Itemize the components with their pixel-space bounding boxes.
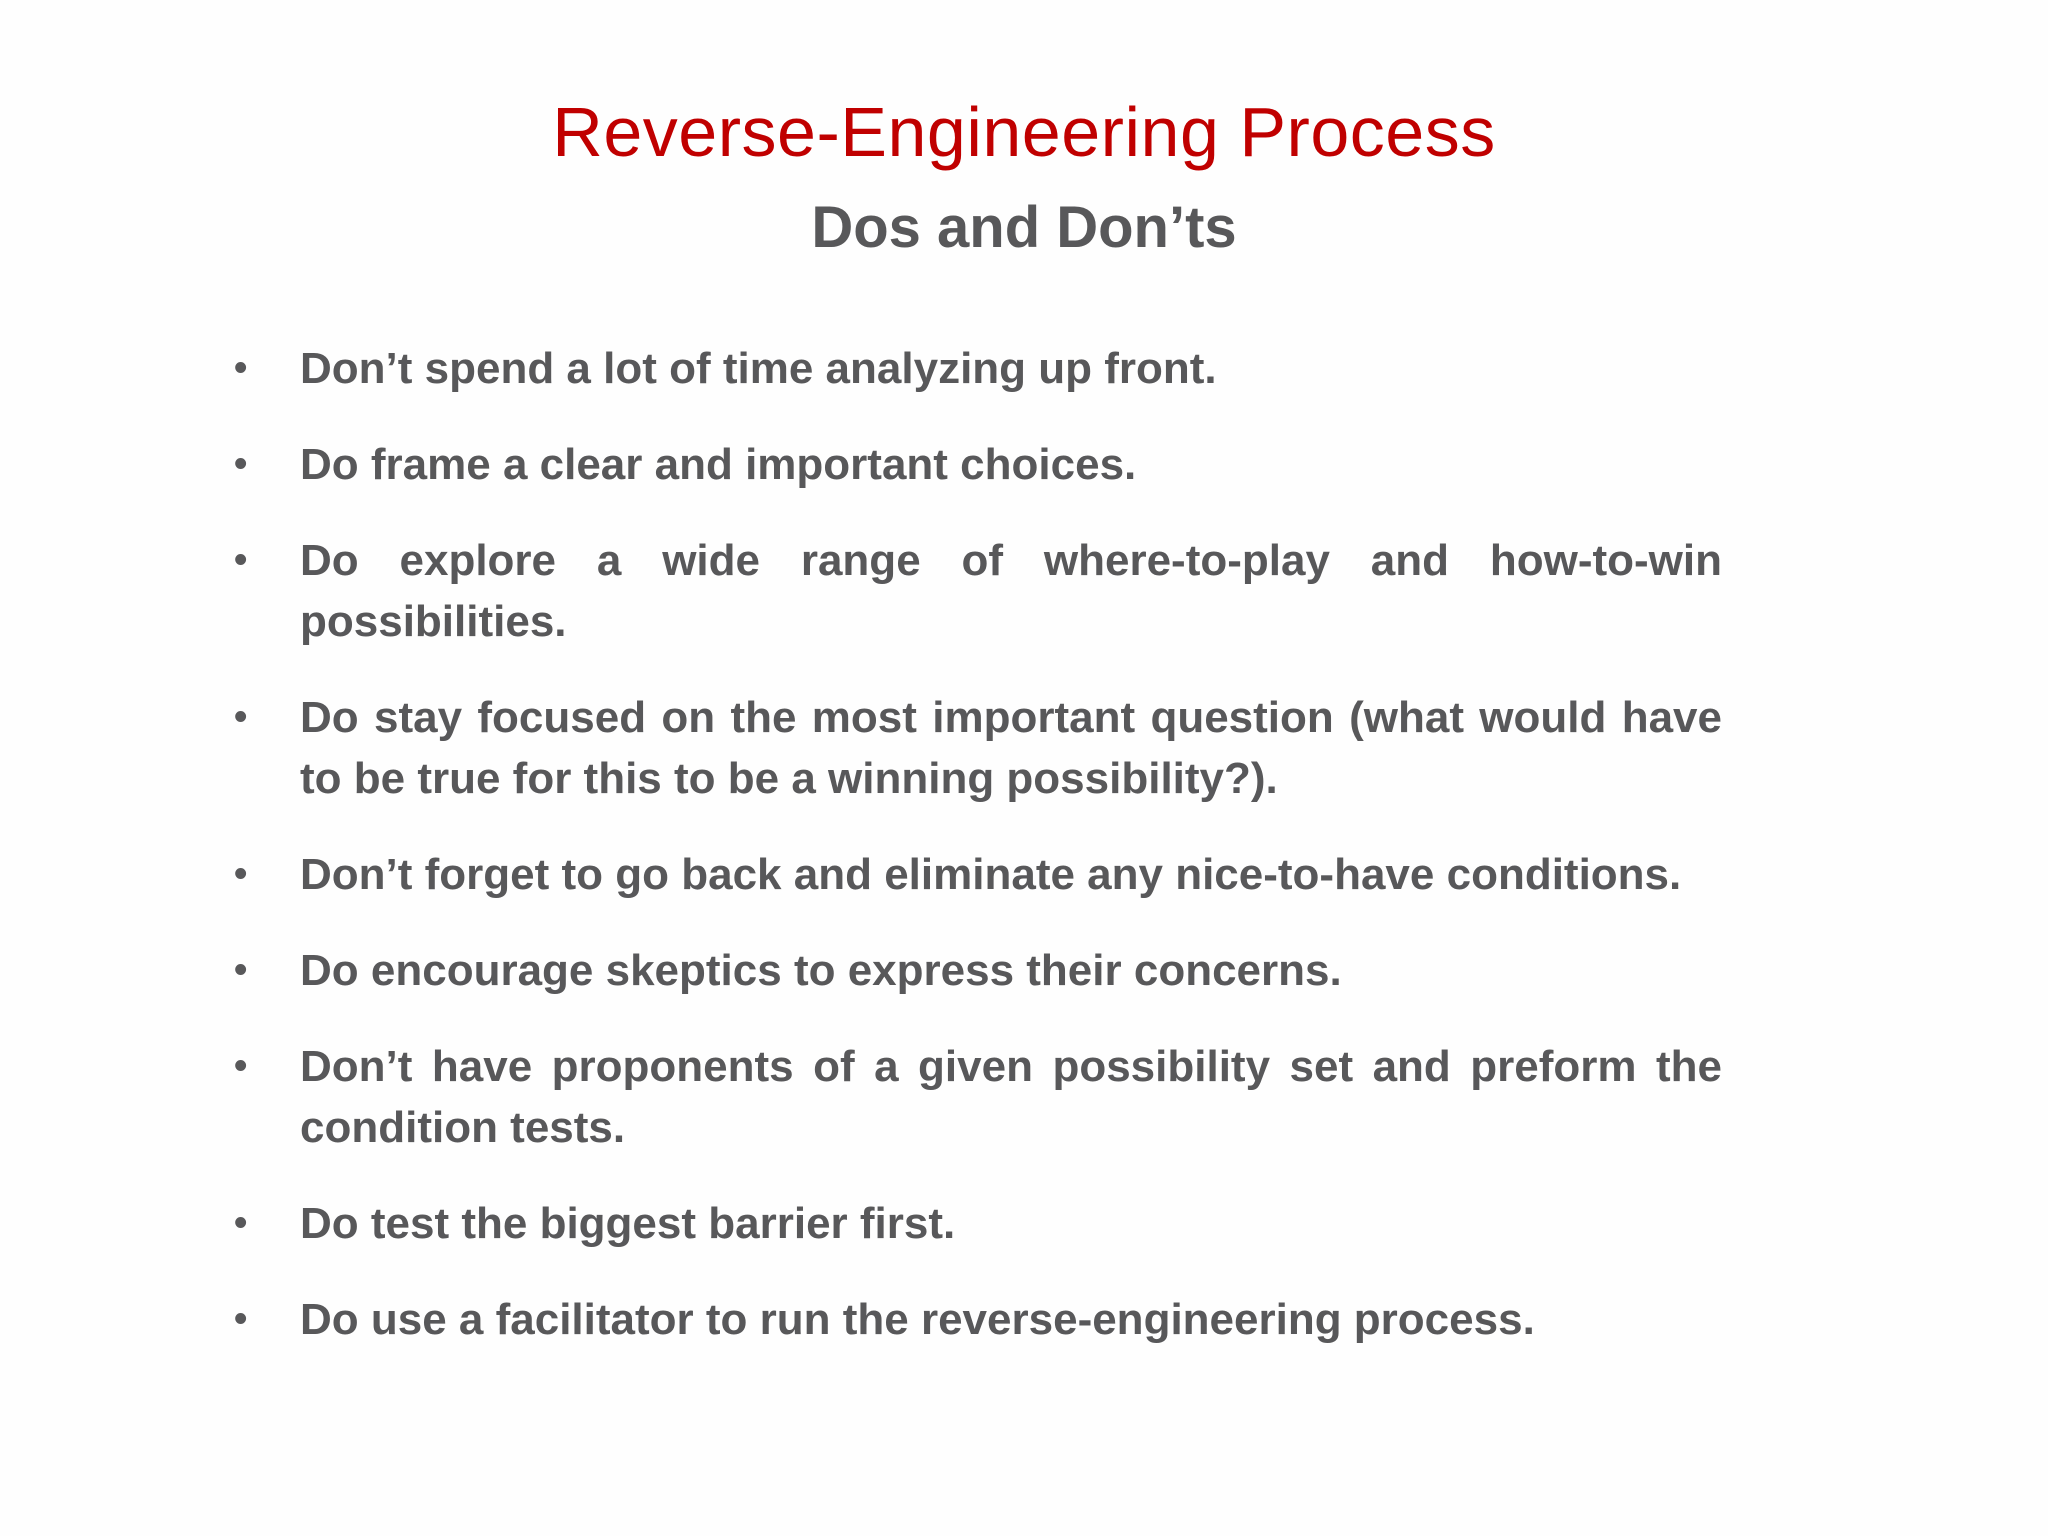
bullet-text: Don’t spend a lot of time analyzing up front. [300,344,1217,393]
bullet-item [232,687,1722,809]
bullet-item [232,338,1722,399]
bullet-list [232,338,1722,1385]
bullet-icon: • [234,853,248,895]
slide-subtitle: Dos and Don’ts [811,195,1237,260]
bullet-icon: • [234,1045,248,1087]
bullet-text: Do encourage skeptics to express their concerns. [300,946,1342,995]
bullet-icon: • [234,1202,248,1244]
bullet-icon: • [234,1298,248,1340]
bullet-item [232,530,1722,652]
bullet-icon: • [234,949,248,991]
bullet-text: Do test the biggest barrier first. [300,1199,956,1248]
bullet-item [232,1036,1722,1158]
bullet-text: Don’t forget to go back and eliminate any nice-to-have conditions. [300,850,1682,899]
bullet-icon: • [234,696,248,738]
bullet-text: Don’t have proponents of a given possibility set and preform the condition tests. [300,1042,1722,1152]
bullet-icon: • [234,443,248,485]
bullet-text: Do frame a clear and important choices. [300,440,1137,489]
bullet-text: Do stay focused on the most important question (what would have to be true for this to be a winning possibility?). [300,693,1722,803]
bullet-icon: • [234,539,248,581]
bullet-item [232,1289,1722,1350]
slide-title: Reverse-Engineering Process [552,93,1496,171]
bullet-item [232,844,1722,905]
bullet-item [232,1193,1722,1254]
bullet-item [232,940,1722,1001]
bullet-text: Do use a facilitator to run the reverse-engineering process. [300,1295,1535,1344]
bullet-text: Do explore a wide range of where-to-play and how-to-win possibilities. [300,536,1722,646]
bullet-item [232,434,1722,495]
bullet-icon: • [234,347,248,389]
